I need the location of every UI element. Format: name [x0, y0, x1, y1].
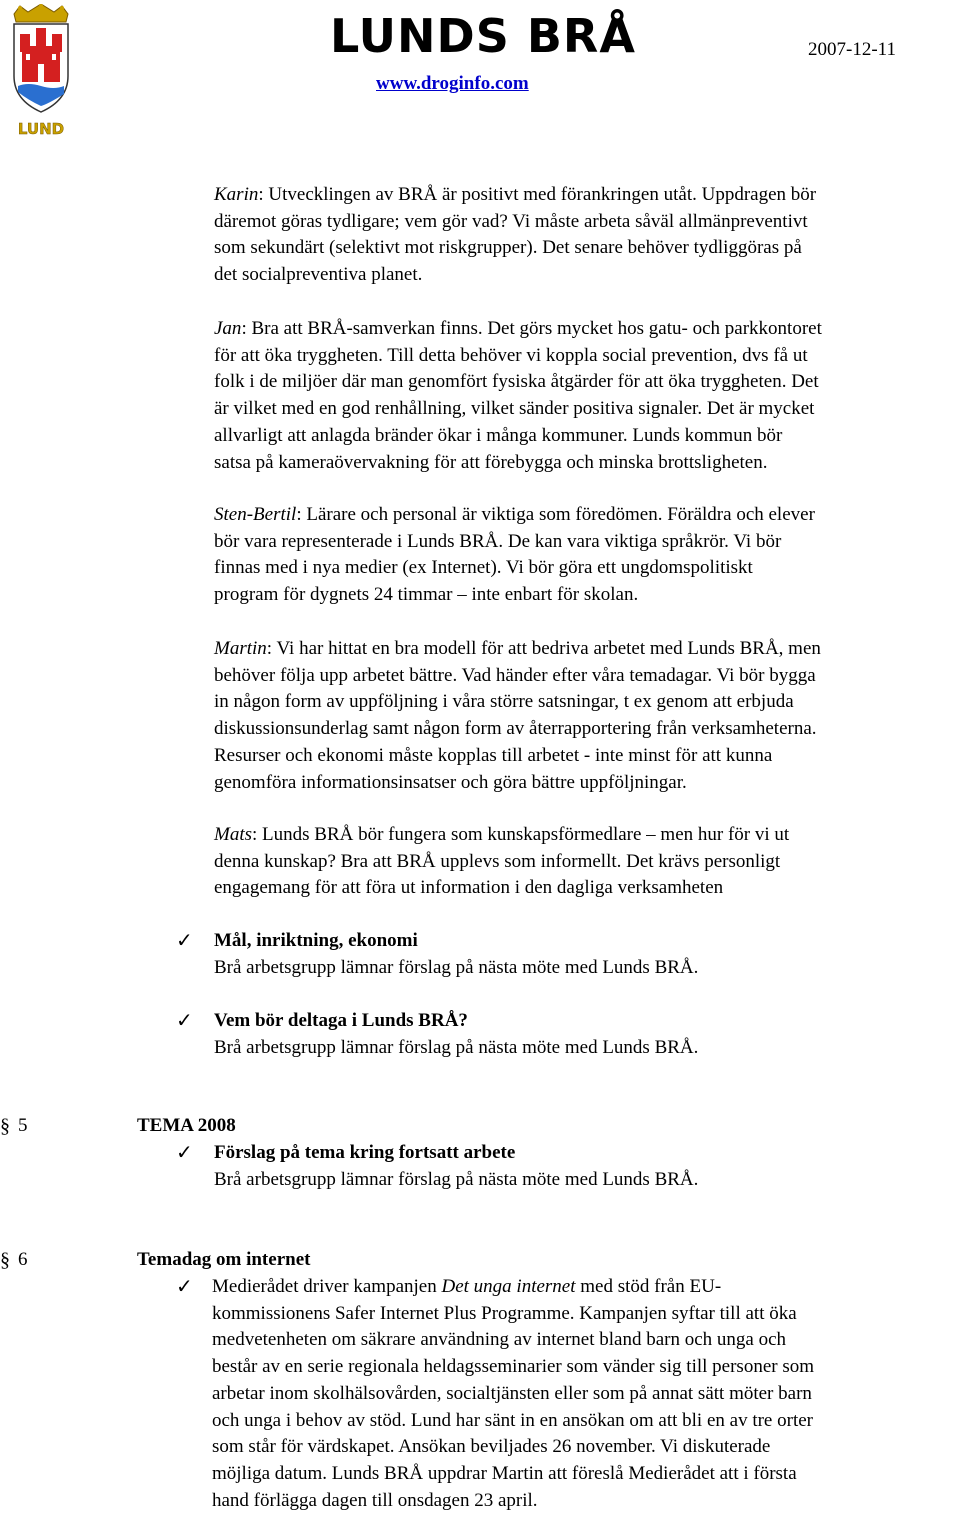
- text-line: det socialpreventiva planet.: [214, 264, 423, 286]
- text-line: : Vi har hittat en bra modell för att bedriva arbetet med Lunds BRÅ, men: [266, 638, 821, 659]
- section-title: TEMA 2008: [137, 1115, 236, 1136]
- speaker-name: Sten-Bertil: [214, 504, 297, 525]
- checklist-item: [214, 928, 954, 981]
- checkmark-icon: ✓: [176, 1010, 193, 1032]
- text-line: behöver följa upp arbetet bättre. Vad händer efter våra temadagar. Vi bör bygga: [214, 664, 816, 686]
- text-line: denna kunskap? Bra att BRÅ upplevs som informellt. Det krävs personligt: [214, 850, 781, 872]
- checklist-item-title: Vem bör deltaga i Lunds BRÅ?: [214, 1010, 468, 1031]
- text-line: : Utvecklingen av BRÅ är positivt med förankringen utåt. Uppdragen bör: [258, 184, 817, 205]
- text-line: in någon form av uppföljning i våra större satsningar, t ex genom att erbjuda: [214, 691, 794, 713]
- checklist-item-text: Brå arbetsgrupp lämnar förslag på nästa möte med Lunds BRÅ.: [214, 1036, 699, 1058]
- text-line: engagemang för att föra ut information i den dagliga verksamheten: [214, 877, 724, 899]
- checklist-item-title: Mål, inriktning, ekonomi: [214, 930, 418, 951]
- text-line: för att öka tryggheten. Till detta behöver vi koppla social prevention, dvs få ut: [214, 344, 808, 366]
- text-line: däremot göras tydligare; vem gör vad? Vi måste arbeta såväl allmänpreventivt: [214, 210, 808, 232]
- text-line: : Bra att BRÅ-samverkan finns. Det görs mycket hos gatu- och parkkontoret: [241, 318, 822, 339]
- section-title: Temadag om internet: [137, 1249, 311, 1270]
- speaker-name: Jan: [214, 318, 242, 339]
- text-line: som står för värdskapet. Ansökan beviljades 26 november. Vi diskuterade: [212, 1436, 771, 1458]
- paragraph-martin: [214, 636, 954, 796]
- text-line: diskussionsunderlag samt någon form av återrapportering från verksamheterna.: [214, 718, 817, 740]
- checkmark-icon: ✓: [176, 930, 193, 952]
- text-line: genomföra informationsinsatser och göra bättre uppföljningar.: [214, 771, 687, 793]
- text-line: arbetar inom skolhälsovården, socialtjänsten eller som på annat sätt möter barn: [212, 1382, 812, 1404]
- text-line: Medierådet driver kampanjen: [212, 1276, 442, 1297]
- section-mark-icon: §: [0, 1115, 10, 1137]
- text-line: allvarligt att anlagda bränder ökar i många kommuner. Lunds kommun bör: [214, 424, 783, 446]
- checkmark-icon: ✓: [176, 1276, 193, 1298]
- droginfo-link[interactable]: www.droginfo.com: [376, 73, 529, 94]
- logo-text: LUND: [17, 120, 65, 138]
- text-line: möjliga datum. Lunds BRÅ uppdrar Martin att föreslå Medierådet att i första: [212, 1462, 797, 1484]
- paragraph-mats: [214, 822, 954, 902]
- checkmark-icon: ✓: [176, 1142, 193, 1164]
- document-date: 2007-12-11: [808, 39, 896, 60]
- paragraph-karin: [214, 182, 954, 289]
- text-line: program för dygnets 24 timmar – inte enbart för skolan.: [214, 584, 639, 606]
- text-line: medvetenheten om säkrare användning av internet bland barn och unga och: [212, 1329, 787, 1351]
- text-line: hand förlägga dagen till onsdagen 23 april.: [212, 1489, 538, 1511]
- text-line: finnas med i nya medier (ex Internet). Vi bör göra ett ungdomspolitiskt: [214, 557, 753, 579]
- checklist-item: [214, 1008, 954, 1061]
- paragraph-jan: [214, 316, 954, 476]
- campaign-name: Det unga internet: [441, 1276, 576, 1297]
- text-line: och unga i behov av stöd. Lund har sänt in en ansökan om att bli en av tre orter: [212, 1409, 813, 1431]
- section-number: 5: [18, 1115, 28, 1136]
- text-line: : Lunds BRÅ bör fungera som kunskapsförmedlare – men hur för vi ut: [252, 824, 790, 845]
- text-line: Resurser och ekonomi måste kopplas till arbetet - inte minst för att kunna: [214, 744, 773, 766]
- speaker-name: Karin: [214, 184, 259, 205]
- text-line: som sekundärt (selektivt mot riskgrupper). Det senare behöver tydliggöras på: [214, 237, 802, 259]
- speaker-name: Mats: [214, 824, 252, 845]
- speaker-name: Martin: [214, 638, 267, 659]
- checklist-item-text: Brå arbetsgrupp lämnar förslag på nästa möte med Lunds BRÅ.: [214, 956, 699, 978]
- text-line: : Lärare och personal är viktiga som föredömen. Föräldra och elever: [296, 504, 815, 525]
- section-item-text: Brå arbetsgrupp lämnar förslag på nästa möte med Lunds BRÅ.: [214, 1168, 699, 1190]
- brand-title: LUNDS BRÅ: [330, 9, 636, 63]
- section-item-title: Förslag på tema kring fortsatt arbete: [214, 1142, 516, 1163]
- text-line: kommissionens Safer Internet Plus Programme. Kampanjen syftar till att öka: [212, 1302, 797, 1324]
- text-line: med stöd från EU-: [575, 1276, 722, 1297]
- section-item: [214, 1140, 954, 1193]
- section-item-body: [212, 1274, 952, 1514]
- section-mark-icon: §: [0, 1249, 10, 1271]
- text-line: folk i de miljöer där man genomfört fysiska åtgärder för att öka tryggheten. Det: [214, 371, 819, 393]
- paragraph-sten-bertil: [214, 502, 954, 609]
- lund-coat-of-arms-logo: [8, 4, 74, 138]
- text-line: bör vara representerade i Lunds BRÅ. De kan vara viktiga språkrör. Vi bör: [214, 530, 782, 552]
- text-line: är vilket med en god renhållning, vilket sänder positiva signaler. Det är mycket: [214, 398, 815, 420]
- text-line: består av en serie regionala heldagsseminarier som vänder sig till personer som: [212, 1356, 814, 1378]
- section-number: 6: [18, 1249, 28, 1270]
- text-line: satsa på kameraövervakning för att förebygga och minska brottsligheten.: [214, 451, 768, 473]
